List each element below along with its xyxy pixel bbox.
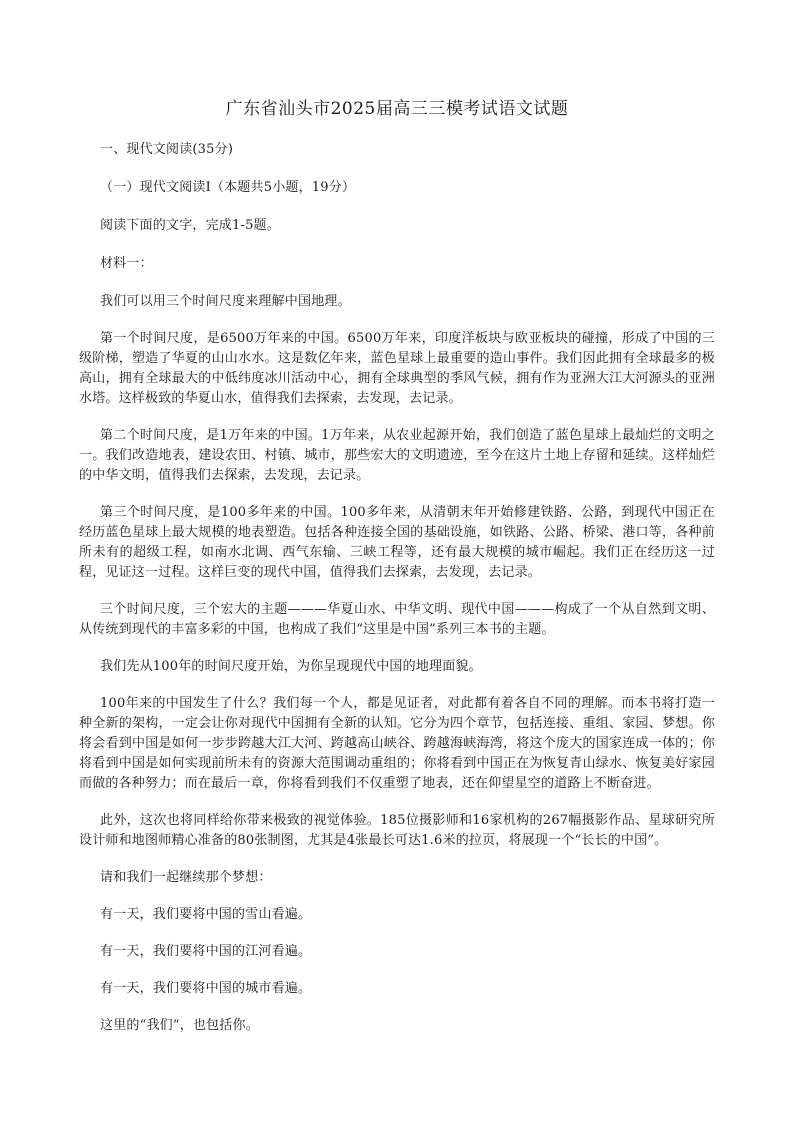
paragraph: 第三个时间尺度，是100多年来的中国。100多年来，从清朝末年开始修建铁路、公路，到现代中国正在经历蓝色星球上最大规模的地表塑造。包括各种连接全国的基础设施，如铁路、公路、桥梁、港口等，各种前所未有的超级工程，如南水北调、西气东输、三峡工程等，还有最大规模的城市崛起。我们正在经历这一过程，见证这一过程。这样巨变的现代中国，值得我们去探索，去发现，去记录。 (79, 505, 715, 580)
paragraph: 第一个时间尺度，是6500万年来的中国。6500万年来，印度洋板块与欧亚板块的碰撞，形成了中国的三级阶梯，塑造了华夏的山山水水。这是数亿年来，蓝色星球上最重要的造山事件。我们因此拥有全球最多的极高山，拥有全球最大的中低纬度冰川活动中心，拥有全球典型的季风气候，拥有作为亚洲大江大河源头的亚洲水塔。这样极致的华夏山水，值得我们去探索，去发现，去记录。 (79, 331, 715, 406)
paragraph: 请和我们一起继续那个梦想： (100, 870, 272, 885)
subsection-heading: （一）现代文阅读Ⅰ（本题共5小题，19分） (100, 180, 356, 195)
paragraph: 有一天，我们要将中国的城市看遍。 (100, 981, 312, 996)
paragraph: 100年来的中国发生了什么？我们每一个人，都是见证者，对此都有着各自不同的理解。而本书将打造一种全新的架构，一定会让你对现代中国拥有全新的认知。它分为四个章节，包括连接、重组、家园、梦想。你将会看到中国是如何一步步跨越大江大河、跨越高山峡谷、跨越海峡海湾，将这个庞大的国家连成一体的；你将看到中国是如何实现前所未有的资源大范围调动重组的；你将看到中国正在为恢复青山绿水、恢复美好家园而做的各种努力；而在最后一章，你将看到我们不仅重塑了地表，还在仰望星空的道路上不断奋进。 (79, 696, 715, 791)
document-body (79, 140, 715, 1036)
paragraph: 我们可以用三个时间尺度来理解中国地理。 (100, 294, 351, 309)
material-label: 材料一： (100, 256, 153, 271)
paragraph: 这里的“我们”，也包括你。 (100, 1018, 259, 1033)
paragraph: 有一天，我们要将中国的雪山看遍。 (100, 907, 312, 922)
paragraph: 此外，这次也将同样给你带来极致的视觉体验。185位摄影师和16家机构的267幅摄影作品、星球研究所设计师和地图师精心准备的80张制图，尤其是4张最长可达1.6米的拉页，将展现一个“长长的中国”。 (79, 813, 715, 848)
section-heading: 一、现代文阅读(35分) (100, 142, 234, 157)
reading-instruction: 阅读下面的文字，完成1-5题。 (100, 218, 280, 233)
page-title: 广东省汕头市2025届高三三模考试语文试题 (225, 99, 569, 119)
paragraph: 有一天，我们要将中国的江河看遍。 (100, 944, 312, 959)
paragraph: 三个时间尺度，三个宏大的主题———华夏山水、中华文明、现代中国———构成了一个从自然到文明、从传统到现代的丰富多彩的中国，也构成了我们“这里是中国”系列三本书的主题。 (79, 602, 715, 637)
paragraph: 我们先从100年的时间尺度开始，为你呈现现代中国的地理面貌。 (100, 659, 482, 674)
paragraph: 第二个时间尺度，是1万年来的中国。1万年来，从农业起源开始，我们创造了蓝色星球上最灿烂的文明之一。我们改造地表，建设农田、村镇、城市，那些宏大的文明遗迹，至今在这片土地上存留和延续。这样灿烂的中华文明，值得我们去探索，去发现，去记录。 (79, 428, 715, 483)
